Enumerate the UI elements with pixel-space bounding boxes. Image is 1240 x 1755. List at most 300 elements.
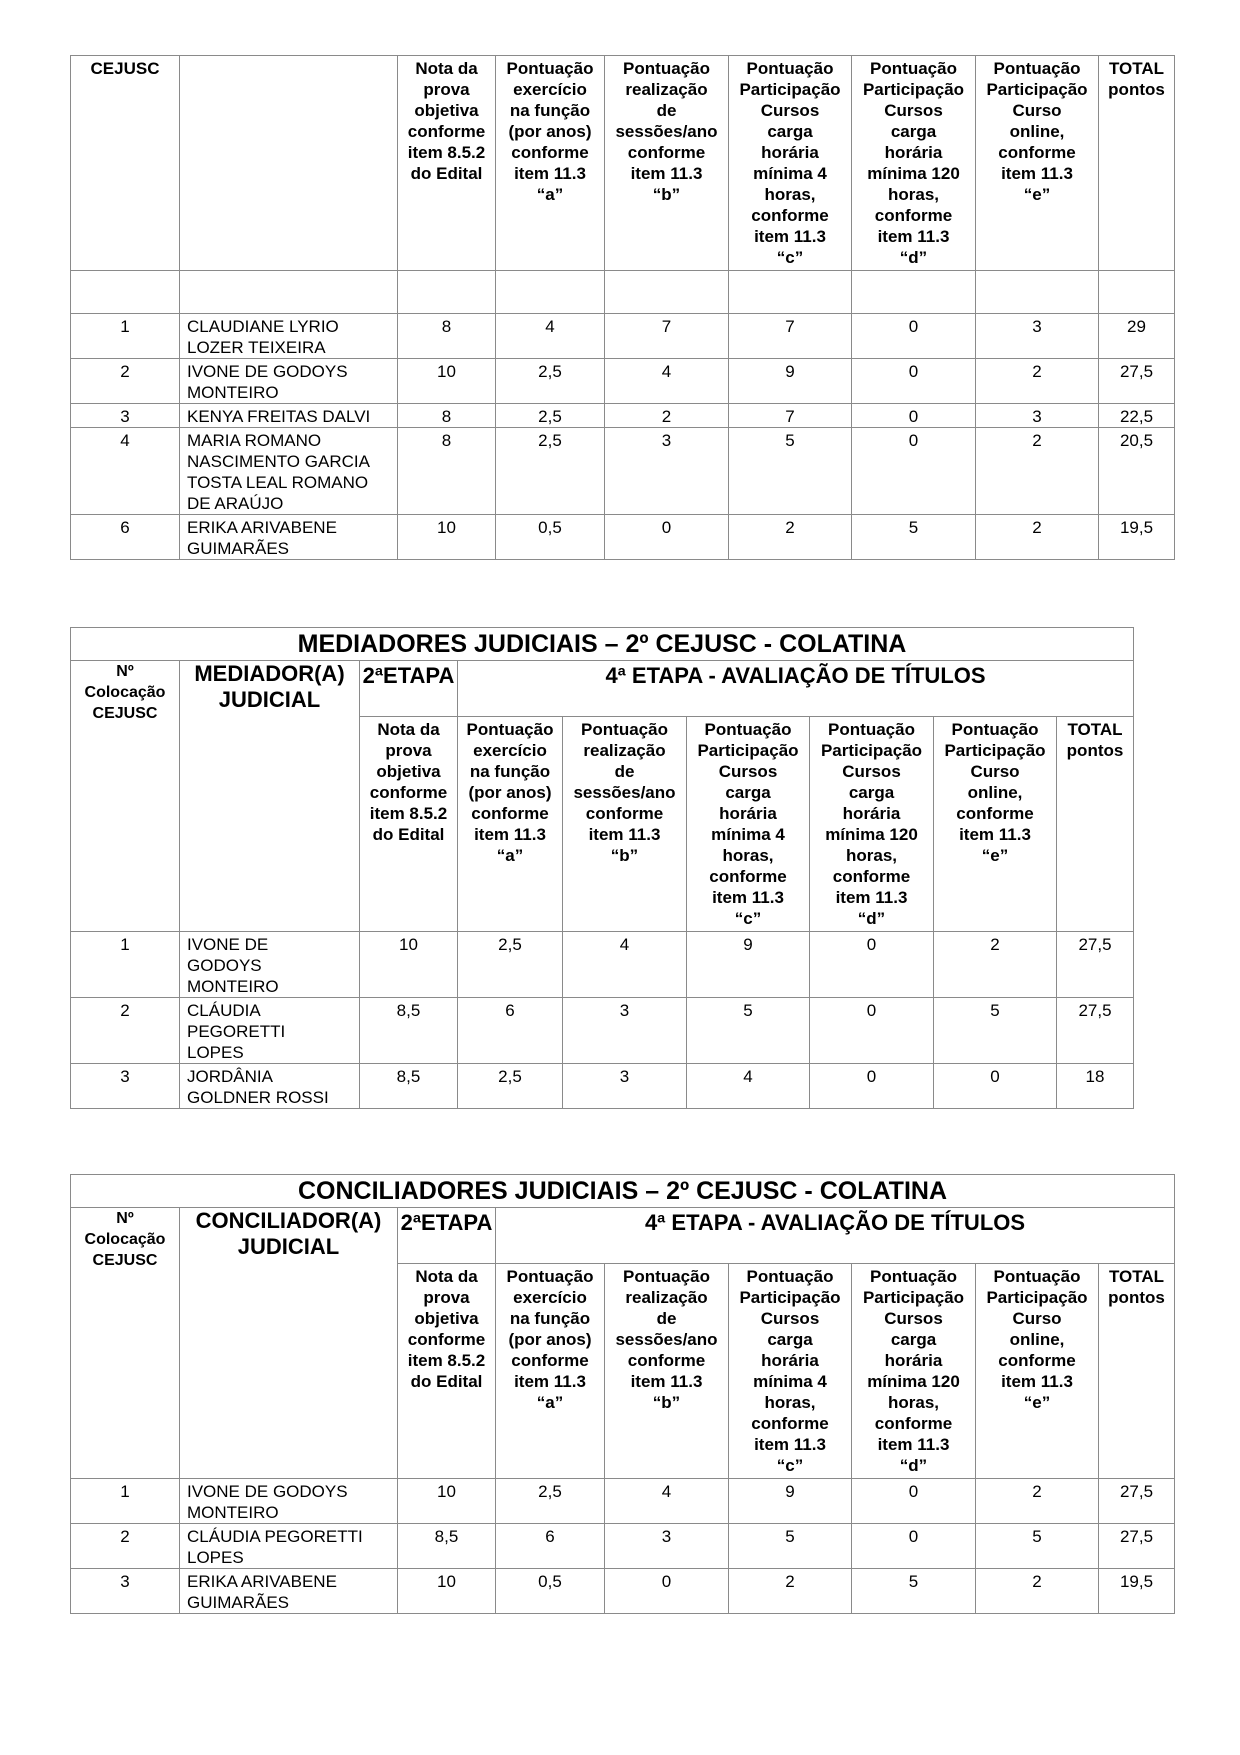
cell-line: realização: [625, 80, 708, 99]
cell-line: Pontuação: [746, 1267, 834, 1286]
name-line: CLÁUDIA PEGORETTI: [187, 1527, 363, 1546]
cell-line: item 11.3: [630, 1372, 703, 1391]
header-cell: [852, 56, 976, 271]
cell-line: carga: [767, 122, 813, 141]
cell-line: “a”: [536, 1393, 564, 1412]
name-line: GOLDNER ROSSI: [187, 1088, 329, 1107]
name-line: ERIKA ARIVABENE: [187, 518, 337, 537]
cell-line: item 11.3: [514, 164, 586, 183]
name-cell: [180, 932, 360, 998]
cell-line: Participação: [820, 741, 923, 760]
cell-line: Cursos: [760, 101, 820, 120]
score-cell: 10: [398, 515, 496, 560]
cell-line: Nota da: [415, 1267, 478, 1286]
cell-line: do Edital: [410, 164, 483, 183]
cell-line: “e”: [1023, 185, 1051, 204]
total-cell: 27,5: [1057, 932, 1134, 998]
cell-line: horária: [884, 143, 943, 162]
cell-line: Pontuação: [623, 1267, 710, 1286]
name-cell: [180, 314, 398, 359]
score-cell: 8: [398, 314, 496, 359]
col-mediador-header: [180, 661, 360, 932]
cell-line: TOTAL: [1067, 720, 1123, 739]
cell-line: carga: [890, 1330, 937, 1349]
cell-line: Nota da: [377, 720, 440, 739]
cell-line: item 11.3: [1001, 1372, 1073, 1391]
cell-line: Cursos: [884, 1309, 943, 1328]
cell-line: Participação: [986, 1288, 1088, 1307]
cell-line: “d”: [857, 909, 886, 928]
cell-line: JUDICIAL: [237, 1234, 340, 1259]
score-cell: 0: [852, 359, 976, 404]
score-cell: 9: [729, 359, 852, 404]
score-cell: 2: [976, 1479, 1099, 1524]
score-cell: 2: [976, 1569, 1099, 1614]
header-cell: [1099, 56, 1175, 271]
cell-line: Pontuação: [828, 720, 915, 739]
name-line: MONTEIRO: [187, 977, 279, 996]
position-cell: 3: [71, 1569, 180, 1614]
cell-line: Pontuação: [993, 59, 1081, 78]
position-cell: 6: [71, 515, 180, 560]
cell-line: 2ª: [362, 663, 384, 688]
cell-line: exercício: [473, 741, 547, 760]
header-cell: [934, 717, 1057, 932]
total-cell: 20,5: [1099, 428, 1175, 515]
cell-line: conforme: [627, 1351, 706, 1370]
name-line: MONTEIRO: [187, 1503, 279, 1522]
score-cell: 0: [852, 428, 976, 515]
cell-line: do Edital: [410, 1372, 483, 1391]
name-line: JORDÂNIA: [187, 1067, 273, 1086]
score-cell: 5: [729, 1524, 852, 1569]
score-cell: 2,5: [496, 1479, 605, 1524]
cell-line: Cursos: [760, 1309, 820, 1328]
score-cell: 0: [810, 932, 934, 998]
cell-line: conforme: [511, 143, 589, 162]
name-line: PEGORETTI: [187, 1022, 286, 1041]
score-cell: 0: [810, 998, 934, 1064]
score-cell: 7: [729, 314, 852, 359]
cell-line: “c”: [776, 1456, 804, 1475]
header-cell: [605, 1264, 729, 1479]
score-cell: 10: [398, 359, 496, 404]
position-cell: 1: [71, 932, 180, 998]
header-cell: [398, 1264, 496, 1479]
position-cell: 2: [71, 1524, 180, 1569]
cell-line: CEJUSC: [92, 705, 158, 722]
position-cell: 3: [71, 404, 180, 428]
header-cell: [1099, 1264, 1175, 1479]
cell-line: Participação: [697, 741, 799, 760]
header-cell: [687, 717, 810, 932]
cell-line: mínima 4: [753, 1372, 827, 1391]
cell-line: conforme: [751, 1414, 829, 1433]
cell-line: ETAPA: [383, 663, 455, 688]
cell-line: prova: [423, 1288, 470, 1307]
cell-line: “c”: [776, 248, 804, 267]
table-row: [71, 932, 1134, 998]
score-cell: 0: [852, 1524, 976, 1569]
cell-line: Pontuação: [506, 1267, 594, 1286]
cell-line: Participação: [986, 80, 1088, 99]
name-line: GUIMARÃES: [187, 1593, 290, 1612]
total-cell: 27,5: [1099, 1524, 1175, 1569]
score-cell: 0: [852, 1479, 976, 1524]
cell-line: item 11.3: [754, 227, 826, 246]
cell-line: do Edital: [372, 825, 445, 844]
cell-line: horas,: [887, 1393, 940, 1412]
top-header-row: [71, 56, 1175, 271]
cell-line: de: [656, 101, 677, 120]
cell-line: mínima 4: [753, 164, 827, 183]
score-cell: 5: [934, 998, 1057, 1064]
table-row: [71, 359, 1175, 404]
score-cell: 8,5: [398, 1524, 496, 1569]
cell-line: item 11.3: [588, 825, 661, 844]
cell-line: (por anos): [468, 783, 552, 802]
cell-line: item 8.5.2: [369, 804, 448, 823]
name-line: MARIA ROMANO: [187, 431, 322, 450]
score-cell: 5: [976, 1524, 1099, 1569]
cell-line: Participação: [739, 80, 841, 99]
col-etapa2-header: [360, 661, 458, 717]
score-cell: 10: [360, 932, 458, 998]
name-line: LOPES: [187, 1548, 244, 1567]
score-cell: 9: [729, 1479, 852, 1524]
table-row: [71, 404, 1175, 428]
cell-line: horas,: [845, 846, 898, 865]
cell-line: na função: [469, 762, 551, 781]
cell-line: de: [656, 1309, 677, 1328]
score-cell: 5: [687, 998, 810, 1064]
cell-line: Participação: [862, 1288, 965, 1307]
name-header-blank: [180, 56, 398, 271]
score-cell: 2: [934, 932, 1057, 998]
name-cell: [180, 404, 398, 428]
name-line: IVONE DE: [187, 935, 269, 954]
cell-line: conforme: [511, 1351, 589, 1370]
score-cell: 2,5: [496, 428, 605, 515]
cell-line: “d”: [899, 248, 928, 267]
col-conciliador-header: [180, 1208, 398, 1479]
score-cell: 2: [729, 1569, 852, 1614]
score-cell: 10: [398, 1569, 496, 1614]
table-row: [71, 1524, 1175, 1569]
score-cell: 2,5: [496, 359, 605, 404]
cejusc-header: CEJUSC: [71, 56, 180, 271]
table-row: [71, 314, 1175, 359]
cell-line: Pontuação: [870, 1267, 957, 1286]
score-cell: 3: [605, 428, 729, 515]
score-cell: 4: [605, 1479, 729, 1524]
header-cell: [563, 717, 687, 932]
cell-line: item 11.3: [712, 888, 784, 907]
score-cell: 2: [729, 515, 852, 560]
cell-line: “a”: [536, 185, 564, 204]
header-cell: [458, 717, 563, 932]
conciliadores-table: [70, 1174, 1175, 1614]
header-cell: [398, 56, 496, 271]
cell-line: conforme: [751, 206, 829, 225]
header-cell: [1057, 717, 1134, 932]
cell-line: horária: [884, 1351, 943, 1370]
cell-line: Cursos: [842, 762, 901, 781]
score-cell: 0: [934, 1064, 1057, 1109]
cell-line: prova: [423, 80, 470, 99]
cell-line: “b”: [610, 846, 639, 865]
position-cell: 3: [71, 1064, 180, 1109]
cell-line: item 11.3: [959, 825, 1031, 844]
name-line: LOZER TEIXEIRA: [187, 338, 326, 357]
cell-line: sessões/ano: [615, 122, 718, 141]
cell-line: CONCILIADOR(A): [195, 1208, 382, 1233]
cell-line: Curso: [1012, 1309, 1062, 1328]
position-cell: 4: [71, 428, 180, 515]
score-cell: 3: [563, 1064, 687, 1109]
header-cell: [360, 717, 458, 932]
header-cell: [496, 56, 605, 271]
cell-line: item 11.3: [835, 888, 908, 907]
cell-line: Pontuação: [506, 59, 594, 78]
name-line: TOSTA LEAL ROMANO: [187, 473, 369, 492]
cell-line: conforme: [998, 1351, 1076, 1370]
name-cell: [180, 1569, 398, 1614]
cell-line: Nº: [116, 663, 134, 680]
table-row: [71, 1569, 1175, 1614]
etapa4-header: 4ª ETAPA - AVALIAÇÃO DE TÍTULOS: [496, 1208, 1175, 1264]
cell-line: conforme: [874, 206, 953, 225]
cell-line: conforme: [407, 1330, 486, 1349]
cell-line: mínima 120: [867, 164, 960, 183]
score-cell: 2: [605, 404, 729, 428]
score-cell: 10: [398, 1479, 496, 1524]
cell-line: Participação: [739, 1288, 841, 1307]
table-row: [71, 998, 1134, 1064]
score-cell: 0,5: [496, 1569, 605, 1614]
cell-line: Pontuação: [993, 1267, 1081, 1286]
score-cell: 8: [398, 428, 496, 515]
cell-line: horas,: [722, 846, 774, 865]
cell-line: ETAPA: [421, 1210, 493, 1235]
cell-line: conforme: [998, 143, 1076, 162]
cell-line: “c”: [734, 909, 762, 928]
cell-line: item 8.5.2: [407, 1351, 486, 1370]
total-cell: 19,5: [1099, 515, 1175, 560]
cell-line: conforme: [471, 804, 549, 823]
cell-line: realização: [583, 741, 666, 760]
cell-line: item 11.3: [1001, 164, 1073, 183]
conciliadores-title-row: [71, 1175, 1175, 1208]
score-cell: 3: [605, 1524, 729, 1569]
score-cell: 2,5: [458, 932, 563, 998]
cell-line: sessões/ano: [573, 783, 676, 802]
name-line: KENYA FREITAS DALVI: [187, 407, 371, 426]
cell-line: CEJUSC: [92, 1252, 158, 1269]
cell-line: Curso: [970, 762, 1020, 781]
cell-line: “e”: [1023, 1393, 1051, 1412]
cell-line: conforme: [709, 867, 787, 886]
position-cell: 2: [71, 359, 180, 404]
cell-line: “d”: [899, 1456, 928, 1475]
score-cell: 0,5: [496, 515, 605, 560]
cell-line: realização: [625, 1288, 708, 1307]
name-cell: [180, 1479, 398, 1524]
cell-line: item 11.3: [474, 825, 546, 844]
mediadores-title-row: [71, 628, 1134, 661]
cell-line: pontos: [1108, 1288, 1165, 1307]
score-cell: 2: [976, 428, 1099, 515]
cell-line: item 11.3: [630, 164, 703, 183]
cell-line: prova: [385, 741, 432, 760]
cell-line: Colocação: [84, 1231, 166, 1248]
name-line: ERIKA ARIVABENE: [187, 1572, 337, 1591]
cell-line: Pontuação: [623, 59, 710, 78]
cell-line: conforme: [832, 867, 911, 886]
cell-line: horas,: [764, 1393, 816, 1412]
position-cell: 1: [71, 1479, 180, 1524]
score-cell: 9: [687, 932, 810, 998]
col-colocacao-header: [71, 1208, 180, 1479]
cell-line: 2ª: [400, 1210, 422, 1235]
cell-line: exercício: [513, 80, 587, 99]
score-cell: 4: [496, 314, 605, 359]
cell-line: item 11.3: [877, 227, 950, 246]
table-row: [71, 1479, 1175, 1524]
name-cell: [180, 998, 360, 1064]
total-cell: 27,5: [1057, 998, 1134, 1064]
cell-line: Pontuação: [746, 59, 834, 78]
name-cell: [180, 1064, 360, 1109]
score-cell: 5: [852, 1569, 976, 1614]
total-cell: 22,5: [1099, 404, 1175, 428]
cell-line: sessões/ano: [615, 1330, 718, 1349]
top-score-table: [70, 55, 1175, 560]
name-line: MONTEIRO: [187, 383, 279, 402]
score-cell: 0: [605, 515, 729, 560]
cell-line: pontos: [1108, 80, 1165, 99]
header-cell: [729, 1264, 852, 1479]
cell-line: Nota da: [415, 59, 478, 78]
score-cell: 2,5: [496, 404, 605, 428]
etapa4-header: 4ª ETAPA - AVALIAÇÃO DE TÍTULOS: [458, 661, 1134, 717]
score-cell: 5: [729, 428, 852, 515]
name-cell: [180, 428, 398, 515]
score-cell: 6: [458, 998, 563, 1064]
cell-line: conforme: [956, 804, 1034, 823]
blank-row: [71, 271, 1175, 314]
name-cell: [180, 1524, 398, 1569]
cell-line: Curso: [1012, 101, 1062, 120]
cell-line: “b”: [652, 1393, 681, 1412]
cell-line: conforme: [369, 783, 448, 802]
header-cell: [810, 717, 934, 932]
score-cell: 8,5: [360, 998, 458, 1064]
table-title: CONCILIADORES JUDICIAIS – 2º CEJUSC - COLATINA: [71, 1175, 1175, 1208]
score-cell: 2: [976, 359, 1099, 404]
cell-line: conforme: [627, 143, 706, 162]
table-row: [71, 428, 1175, 515]
cell-line: na função: [509, 1309, 591, 1328]
total-cell: 18: [1057, 1064, 1134, 1109]
cell-line: MEDIADOR(A): [194, 661, 345, 686]
score-cell: 5: [852, 515, 976, 560]
cell-line: online,: [1009, 1330, 1065, 1349]
position-cell: 1: [71, 314, 180, 359]
cell-line: Pontuação: [581, 720, 668, 739]
cell-line: objetiva: [414, 1309, 479, 1328]
col-colocacao-header: [71, 661, 180, 932]
cell-line: horas,: [887, 185, 940, 204]
cell-line: “b”: [652, 185, 681, 204]
cell-line: Participação: [862, 80, 965, 99]
header-cell: [976, 1264, 1099, 1479]
cell-line: exercício: [513, 1288, 587, 1307]
score-cell: 6: [496, 1524, 605, 1569]
score-cell: 0: [852, 404, 976, 428]
cell-line: item 11.3: [877, 1435, 950, 1454]
table-title: MEDIADORES JUDICIAIS – 2º CEJUSC - COLATINA: [71, 628, 1134, 661]
cell-line: carga: [890, 122, 937, 141]
score-cell: 0: [605, 1569, 729, 1614]
cell-line: de: [614, 762, 635, 781]
name-cell: [180, 359, 398, 404]
cell-line: horária: [761, 143, 819, 162]
name-line: DE ARAÚJO: [187, 494, 284, 513]
cell-line: JUDICIAL: [218, 687, 321, 712]
header-cell: [729, 56, 852, 271]
name-line: IVONE DE GODOYS: [187, 1482, 348, 1501]
total-cell: 27,5: [1099, 1479, 1175, 1524]
cell-line: mínima 120: [825, 825, 918, 844]
table-row: [71, 515, 1175, 560]
cell-line: Cursos: [718, 762, 778, 781]
score-cell: 0: [852, 314, 976, 359]
name-line: IVONE DE GODOYS: [187, 362, 348, 381]
total-cell: 29: [1099, 314, 1175, 359]
cell-line: objetiva: [414, 101, 479, 120]
cell-line: horária: [761, 1351, 819, 1370]
cell-line: pontos: [1066, 741, 1124, 760]
cell-line: item 11.3: [514, 1372, 586, 1391]
cell-line: conforme: [874, 1414, 953, 1433]
name-cell: [180, 515, 398, 560]
cell-line: online,: [1009, 122, 1065, 141]
cell-line: horas,: [764, 185, 816, 204]
cell-line: carga: [725, 783, 771, 802]
cell-line: “e”: [981, 846, 1009, 865]
cell-line: TOTAL: [1108, 59, 1165, 78]
cell-line: Cursos: [884, 101, 943, 120]
cell-line: carga: [767, 1330, 813, 1349]
cell-line: Colocação: [84, 684, 166, 701]
score-cell: 4: [605, 359, 729, 404]
cell-line: Pontuação: [704, 720, 792, 739]
header-cell: [605, 56, 729, 271]
score-cell: 3: [976, 314, 1099, 359]
cell-line: mínima 120: [867, 1372, 960, 1391]
score-cell: 7: [605, 314, 729, 359]
score-cell: 7: [729, 404, 852, 428]
cell-line: objetiva: [376, 762, 441, 781]
name-line: CLÁUDIA: [187, 1001, 261, 1020]
cell-line: TOTAL: [1108, 1267, 1165, 1286]
score-cell: 0: [810, 1064, 934, 1109]
cell-line: conforme: [585, 804, 664, 823]
score-cell: 4: [563, 932, 687, 998]
name-line: NASCIMENTO GARCIA: [187, 452, 370, 471]
col-etapa2-header: [398, 1208, 496, 1264]
